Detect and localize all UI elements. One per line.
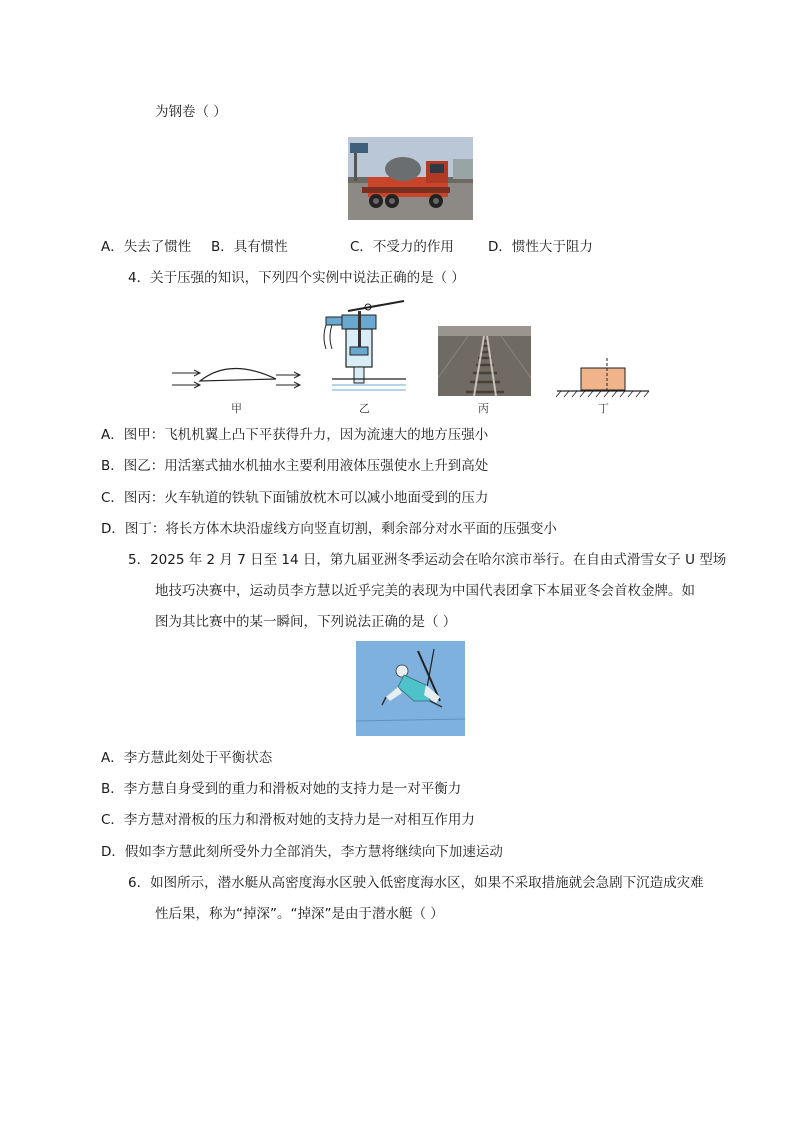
q4-option-d: D．图丁：将长方体木块沿虚线方向竖直切割，剩余部分对水平面的压强变小 [101,521,557,537]
q3-option-b: B．具有惯性 [211,239,288,255]
figure-label-yi: 乙 [359,402,370,415]
skier-photo [356,641,465,736]
q4-option-a: A．图甲：飞机机翼上凸下平获得升力，因为流速大的地方压强小 [101,427,489,443]
figure-label-bing: 丙 [478,402,489,415]
q3-option-c: C．不受力的作用 [350,239,454,255]
figure-label-jia: 甲 [231,402,242,415]
q4-stem: 4．关于压强的知识，下列四个实例中说法正确的是（ ） [128,270,465,286]
q5-option-c: C．李方慧对滑板的压力和滑板对她的支持力是一对相互作用力 [101,812,475,828]
q5-option-a: A．李方慧此刻处于平衡状态 [101,750,273,766]
q4-option-c: C．图丙：火车轨道的铁轨下面铺放枕木可以减小地面受到的压力 [101,490,489,506]
q3-stem-tail: 为钢卷（ ） [155,104,227,120]
airfoil-drawing [170,355,305,395]
q4-option-b: B．图乙：用活塞式抽水机抽水主要利用液体压强使水上升到高处 [101,458,489,474]
q5-stem-line-2: 地技巧决赛中，运动员李方慧以近乎完美的表现为中国代表团拿下本届亚冬会首枚金牌。如 [155,583,695,599]
q6-stem-line-2: 性后果，称为“掉深”。“掉深”是由于潜水艇（ ） [155,906,444,922]
q5-option-d: D．假如李方慧此刻所受外力全部消失，李方慧将继续向下加速运动 [101,844,503,860]
q6-stem-line-1: 6．如图所示，潜水艇从高密度海水区驶入低密度海水区，如果不采取措施就会急剧下沉造成灾难 [128,875,704,891]
figure-jia-airfoil [170,355,305,395]
q3-option-d: D．惯性大于阻力 [488,239,593,255]
q5-option-b: B．李方慧自身受到的重力和滑板对她的支持力是一对平衡力 [101,781,462,797]
block-drawing [555,356,651,398]
figure-yi-piston-pump [318,297,410,395]
q5-stem-line-3: 图为其比赛中的某一瞬间，下列说法正确的是（ ） [155,614,457,630]
figure-label-ding: 丁 [598,402,609,415]
piston-pump-drawing [318,297,410,395]
truck-photo [348,137,473,220]
truck-photo-drawing [348,137,473,220]
q3-option-a: A．失去了惯性 [101,239,192,255]
q5-stem-line-1: 5．2025 年 2 月 7 日至 14 日，第九届亚洲冬季运动会在哈尔滨市举行。在自由式滑雪女子 U 型场 [128,552,727,568]
railway-drawing [438,326,531,396]
figure-ding-block [555,356,651,398]
skier-drawing [356,641,465,736]
figure-bing-railway-photo [438,326,531,396]
